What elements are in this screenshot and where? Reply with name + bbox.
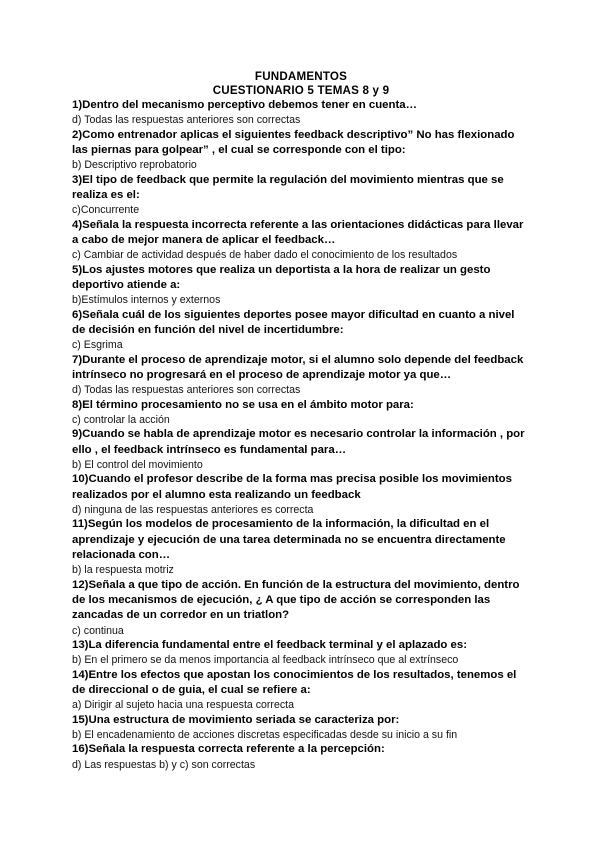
answer-text: c) continua [72,624,124,637]
answer-text: c) Cambiar de actividad después de haber dado el conocimiento de los resultados [72,249,458,262]
question-item [72,128,530,173]
question-item [72,398,530,428]
question-text: 4)Señala la respuesta incorrecta referente a las orientaciones didácticas para llevar a cabo de mejor manera de aplicar el feedback… [72,218,524,246]
question-item [72,472,530,517]
question-item [72,578,530,638]
answer-text: b) El encadenamiento de acciones discretas especificadas desde su inicio a su fin [72,729,458,741]
answer-text: d) Todas las respuestas anteriores son correctas [72,384,301,397]
answer-text: c) Esgrima [72,339,123,352]
question-item [72,427,530,472]
question-item [72,742,530,772]
question-item [72,668,530,713]
question-text: 9)Cuando se habla de aprendizaje motor es necesario controlar la información , por ello , el feedback intrínseco es fundamental para… [72,428,525,456]
answer-text: c)Concurrente [72,204,140,217]
question-item [72,173,530,218]
question-text: 12)Señala a que tipo de acción. En función de la estructura del movimiento, dentro de los mecanismos de ejecución, ¿ A que tipo de acción se corresponden las zancadas de un corredor en un triatlon? [72,578,520,622]
answer-text: b) la respuesta motriz [72,564,174,577]
question-item [72,638,530,668]
question-text: 2)Como entrenador aplicas el siguientes feedback descriptivo” No has flexionado las piernas para golpear” , el cual se corresponde con el tipo: [72,128,515,156]
answer-text: b) En el primero se da menos importancia al feedback intrínseco que al extrínseco [72,654,459,667]
question-item [72,517,530,577]
question-text: 10)Cuando el profesor describe de la forma mas precisa posible los movimientos realizados por el alumno esta realizando un feedback [72,473,512,501]
question-text: 7)Durante el proceso de aprendizaje motor, si el alumno solo depende del feedback intrínseco no progresará en el proceso de aprendizaje motor ya que… [72,353,524,381]
question-text: 14)Entre los efectos que apostan los conocimientos de los resultados, tenemos el de direccional o de guia, el cual se refiere a: [72,668,517,696]
question-item [72,263,530,308]
question-text: 6)Señala cuál de los siguientes deportes posee mayor dificultad en cuanto a nivel de decisión en función del nivel de incertidumbre: [72,308,515,336]
answer-text: a) Dirigir al sujeto hacia una respuesta correcta [72,699,294,712]
question-text: 15)Una estructura de movimiento seriada se caracteriza por: [72,713,400,726]
question-text: 5)Los ajustes motores que realiza un deportista a la hora de realizar un gesto deportivo atiende a: [72,263,491,291]
answer-text: b) Descriptivo reprobatorio [72,159,197,172]
question-item [72,308,530,353]
document-content [72,70,530,772]
answer-text: d) Las respuestas b) y c) son correctas [72,758,256,771]
question-item [72,218,530,263]
question-item [72,353,530,398]
question-text: 8)El término procesamiento no se usa en el ámbito motor para: [72,398,414,411]
question-item [72,98,530,128]
question-text: 16)Señala la respuesta correcta referente a la percepción: [72,743,385,756]
question-text: 11)Según los modelos de procesamiento de la información, la dificultad en el aprendizaje y ejecución de una tarea determinada no se encuentra directamente relacionada con… [72,518,506,561]
question-text: 1)Dentro del mecanismo perceptivo debemos tener en cuenta… [72,99,417,111]
answer-text: d) Todas las respuestas anteriores son correctas [72,114,301,127]
question-text: 3)El tipo de feedback que permite la regulación del movimiento mientras que se realiza es el: [72,173,504,201]
answer-text: b) El control del movimiento [72,459,203,471]
question-item [72,713,530,743]
answer-text: c) controlar la acción [72,414,170,426]
answer-text: b)Estímulos internos y externos [72,294,221,307]
document-subtitle: CUESTIONARIO 5 TEMAS 8 y 9 [212,84,390,97]
question-text: 13)La diferencia fundamental entre el feedback terminal y el aplazado es: [72,639,468,651]
document-title: FUNDAMENTOS [254,70,348,83]
answer-text: d) ninguna de las respuestas anteriores es correcta [72,504,314,516]
